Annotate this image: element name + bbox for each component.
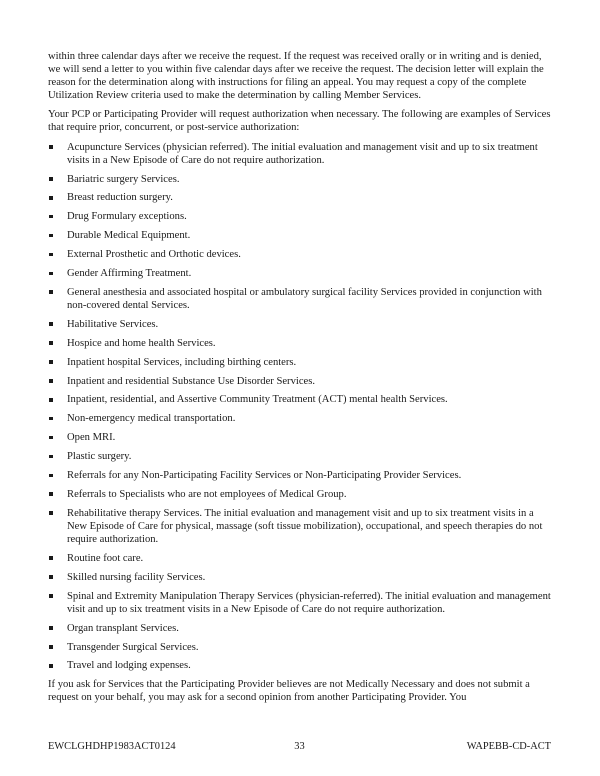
bullet-square-icon [49, 177, 53, 181]
service-list-item-text: Drug Formulary exceptions. [67, 211, 187, 223]
service-list-item-text: Habilitative Services. [67, 318, 159, 330]
service-list-item [48, 267, 551, 280]
service-list-item [48, 191, 551, 204]
service-list-item-text: Breast reduction surgery. [67, 192, 173, 204]
services-intro-paragraph: Your PCP or Participating Provider will request authorization when necessary. The following are examples of Services that require prior, concurrent, or post-service authorization: [48, 109, 551, 134]
intro-paragraph: within three calendar days after we receive the request. If the request was received orally or in writing and is denied, we will send a letter to you within five calendar days after we receive the request. The decision letter will explain the reason for the determination along with instructions for filing an appeal. You may request a copy of the complete Utilization Review criteria used to make the determination by calling Member Services. [48, 51, 544, 102]
bullet-square-icon [49, 455, 53, 459]
bullet-square-icon [49, 436, 53, 440]
service-list-item-text: Referrals to Specialists who are not employees of Medical Group. [67, 488, 347, 500]
service-list-item-text: Travel and lodging expenses. [67, 660, 191, 672]
service-list-item [48, 393, 551, 406]
bullet-square-icon [49, 417, 53, 421]
service-list-item [48, 173, 551, 186]
bullet-square-icon [49, 290, 53, 294]
page-footer [48, 740, 551, 754]
bullet-square-icon [49, 322, 53, 326]
bullet-square-icon [49, 575, 53, 579]
service-list-item [48, 141, 551, 167]
service-list-item [48, 412, 551, 425]
service-list-item [48, 450, 551, 463]
bullet-square-icon [49, 594, 53, 598]
service-list-item-text: Inpatient, residential, and Assertive Community Treatment (ACT) mental health Services. [67, 394, 448, 406]
bullet-square-icon [49, 272, 53, 276]
bullet-square-icon [49, 196, 53, 200]
service-list-item-text: Spinal and Extremity Manipulation Therapy Services (physician-referred). The initial evaluation and management visit and up to six treatment visits in a New Episode of Care do not require authorization. [67, 590, 551, 615]
bullet-square-icon [49, 253, 53, 257]
service-list-item-text: Organ transplant Services. [67, 622, 179, 634]
document-page [48, 50, 551, 710]
bullet-square-icon [49, 474, 53, 478]
service-list-item-text: Routine foot care. [67, 552, 144, 564]
service-list-item [48, 590, 551, 616]
bullet-square-icon [49, 664, 53, 668]
service-list-item-text: Gender Affirming Treatment. [67, 268, 192, 279]
bullet-square-icon [49, 556, 53, 560]
service-list-item [48, 469, 551, 482]
service-list-item [48, 507, 551, 546]
service-list-item [48, 248, 551, 261]
service-list-item [48, 488, 551, 501]
service-list-item-text: External Prosthetic and Orthotic devices. [67, 249, 241, 261]
bullet-square-icon [49, 626, 53, 630]
service-list-item-text: Referrals for any Non-Participating Facility Services or Non-Participating Provider Services. [67, 470, 462, 481]
service-list-item [48, 337, 551, 350]
service-list-item-text: Inpatient hospital Services, including birthing centers. [67, 356, 297, 368]
footer-page-number: 33 [294, 741, 305, 752]
service-list-item [48, 375, 551, 388]
services-list [48, 141, 551, 673]
bullet-square-icon [49, 398, 53, 402]
bullet-square-icon [49, 360, 53, 364]
bullet-square-icon [49, 215, 53, 219]
bullet-square-icon [49, 645, 53, 649]
footer-document-code: EWCLGHDHP1983ACT0124 [48, 741, 176, 752]
service-list-item-text: Acupuncture Services (physician referred). The initial evaluation and management visit and up to six treatment visits in a New Episode of Care do not require authorization. [67, 141, 538, 166]
service-list-item [48, 431, 551, 444]
service-list-item [48, 622, 551, 635]
service-list-item-text: Hospice and home health Services. [67, 337, 216, 349]
service-list-item [48, 641, 551, 654]
service-list-item [48, 571, 551, 584]
closing-paragraph: If you ask for Services that the Participating Provider believes are not Medically Necessary and does not submit a request on your behalf, you may ask for a second opinion from another Participating Provider. You [48, 679, 530, 704]
service-list-item [48, 552, 551, 565]
service-list-item-text: Transgender Surgical Services. [67, 641, 199, 653]
service-list-item [48, 286, 551, 312]
service-list-item-text: Plastic surgery. [67, 451, 132, 463]
service-list-item [48, 210, 551, 223]
service-list-item-text: Non-emergency medical transportation. [67, 413, 236, 425]
bullet-square-icon [49, 379, 53, 383]
service-list-item-text: Rehabilitative therapy Services. The initial evaluation and management visit and up to six treatment visits in a New Episode of Care for physical, massage (soft tissue mobilization), occupational, and speech therapies do not require authorization. [67, 507, 543, 545]
bullet-square-icon [49, 511, 53, 515]
bullet-square-icon [49, 234, 53, 238]
bullet-square-icon [49, 341, 53, 345]
service-list-item [48, 659, 551, 672]
service-list-item [48, 318, 551, 331]
service-list-item [48, 356, 551, 369]
bullet-square-icon [49, 145, 53, 149]
service-list-item-text: Skilled nursing facility Services. [67, 571, 206, 583]
bullet-square-icon [49, 492, 53, 496]
service-list-item-text: Inpatient and residential Substance Use Disorder Services. [67, 375, 315, 387]
service-list-item-text: General anesthesia and associated hospital or ambulatory surgical facility Services provided in conjunction with non-covered dental Services. [67, 286, 542, 311]
service-list-item-text: Open MRI. [67, 432, 116, 444]
service-list-item [48, 229, 551, 242]
service-list-item-text: Durable Medical Equipment. [67, 230, 191, 242]
footer-plan-code: WAPEBB-CD-ACT [466, 741, 551, 752]
service-list-item-text: Bariatric surgery Services. [67, 173, 180, 185]
